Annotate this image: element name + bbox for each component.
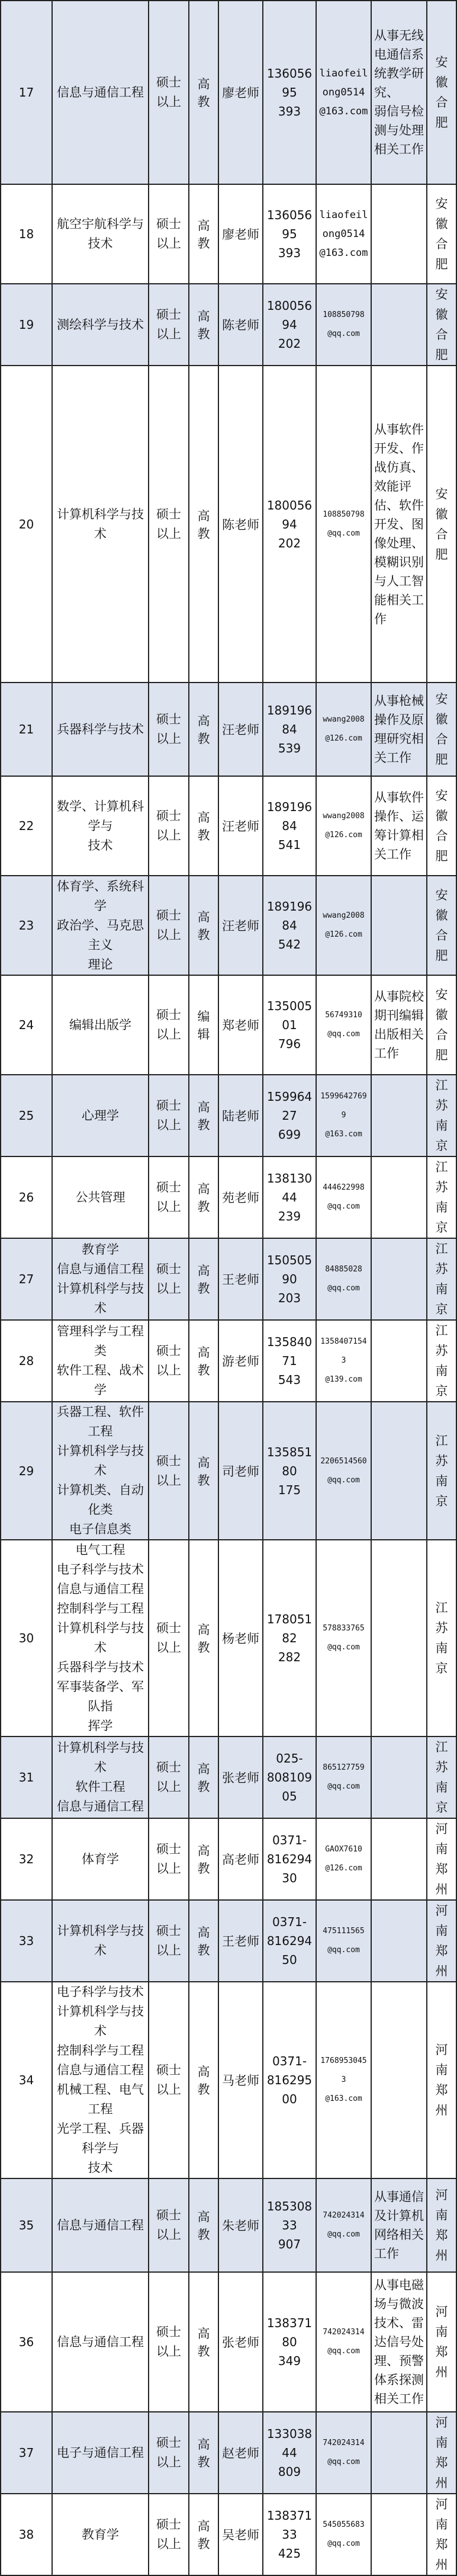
contact-cell: 汪老师: [218, 776, 263, 876]
type-cell: 高教: [189, 1736, 218, 1818]
email-cell: liaofeil ong0514 @163.com: [316, 1, 371, 184]
location-cell: 江苏 南京: [427, 1540, 456, 1736]
degree-cell: 硕士 以上: [149, 1156, 189, 1238]
contact-cell: 廖老师: [218, 184, 263, 284]
note-cell: 从事无线 电通信系 统教学研 究、 弱信号检 测与处理 相关工作: [371, 1, 427, 184]
table-row: [1, 1156, 456, 1238]
contact-cell: 张老师: [218, 2272, 263, 2412]
note-cell: 从事软件 操作、运 筹计算相 关工作: [371, 776, 427, 876]
major-cell: 教育学 信息与通信工程 计算机科学与技术: [52, 1238, 149, 1320]
contact-cell: 赵老师: [218, 2412, 263, 2494]
degree-cell: 硕士 以上: [149, 1075, 189, 1156]
table-row: [1, 1, 456, 184]
type-cell: 高教: [189, 366, 218, 683]
major-cell: 信息与通信工程: [52, 2272, 149, 2412]
degree-cell: 硕士 以上: [149, 1402, 189, 1540]
type-cell: 高教: [189, 1, 218, 184]
contact-cell: 汪老师: [218, 876, 263, 975]
type-cell: 高教: [189, 1900, 218, 1982]
type-cell: 高教: [189, 1402, 218, 1540]
major-cell: 电子科学与技术 计算机科学与技术 控制科学与工程 信息与通信工程 机械工程、电气工程 光学工程、兵器科学与 技术: [52, 1982, 149, 2178]
table-row: [1, 776, 456, 876]
email-cell: 84885028 @qq.com: [316, 1238, 371, 1320]
major-cell: 教育学: [52, 2494, 149, 2575]
note-cell: 从事枪械 操作及原 理研究相 关工作: [371, 683, 427, 776]
type-cell: 高教: [189, 184, 218, 284]
degree-cell: 硕士 以上: [149, 1900, 189, 1982]
type-cell: 高教: [189, 1320, 218, 1402]
note-cell: [371, 1075, 427, 1156]
phone-cell: 18919684 539: [263, 683, 316, 776]
major-cell: 电气工程 电子科学与技术 信息与通信工程 控制科学与工程 计算机科学与技术 兵器科学与技术 军事装备学、军队指 挥学: [52, 1540, 149, 1736]
phone-cell: 13500501 796: [263, 975, 316, 1075]
location-cell: 安徽 合肥: [427, 975, 456, 1075]
major-cell: 信息与通信工程: [52, 2178, 149, 2272]
major-cell: 计算机科学与技术: [52, 1900, 149, 1982]
email-cell: 578833765 @qq.com: [316, 1540, 371, 1736]
contact-cell: 郑老师: [218, 975, 263, 1075]
phone-cell: 13605695 393: [263, 1, 316, 184]
degree-cell: 硕士 以上: [149, 1540, 189, 1736]
location-cell: 江苏 南京: [427, 1736, 456, 1818]
contact-cell: 汪老师: [218, 683, 263, 776]
degree-cell: 硕士 以上: [149, 876, 189, 975]
row-number-cell: 35: [1, 2178, 52, 2272]
location-cell: 安徽 合肥: [427, 366, 456, 683]
row-number-cell: 30: [1, 1540, 52, 1736]
major-cell: 测绘科学与技术: [52, 284, 149, 366]
note-cell: [371, 2412, 427, 2494]
row-number-cell: 37: [1, 2412, 52, 2494]
email-cell: GAOX7610 @126.com: [316, 1818, 371, 1900]
phone-cell: 13837180 349: [263, 2272, 316, 2412]
major-cell: 公共管理: [52, 1156, 149, 1238]
major-cell: 计算机科学与技术: [52, 366, 149, 683]
email-cell: 2206514560 @qq.com: [316, 1402, 371, 1540]
degree-cell: 硕士 以上: [149, 2272, 189, 2412]
type-cell: 高教: [189, 1818, 218, 1900]
phone-cell: 15996427 699: [263, 1075, 316, 1156]
row-number-cell: 28: [1, 1320, 52, 1402]
row-number-cell: 31: [1, 1736, 52, 1818]
type-cell: 高教: [189, 876, 218, 975]
note-cell: [371, 1540, 427, 1736]
phone-cell: 0371- 81629500: [263, 1982, 316, 2178]
email-cell: 108850798 @qq.com: [316, 284, 371, 366]
email-cell: 444622998 @qq.com: [316, 1156, 371, 1238]
row-number-cell: 19: [1, 284, 52, 366]
contact-cell: 朱老师: [218, 2178, 263, 2272]
row-number-cell: 20: [1, 366, 52, 683]
major-cell: 体育学、系统科学 政治学、马克思主义 理论: [52, 876, 149, 975]
type-cell: 高教: [189, 683, 218, 776]
email-cell: 865127759 @qq.com: [316, 1736, 371, 1818]
table-body: [1, 1, 456, 2575]
major-cell: 计算机科学与技术 软件工程 信息与通信工程: [52, 1736, 149, 1818]
phone-cell: 18005694 202: [263, 366, 316, 683]
table-row: [1, 2412, 456, 2494]
degree-cell: 硕士 以上: [149, 2494, 189, 2575]
major-cell: 编辑出版学: [52, 975, 149, 1075]
email-cell: 17689530453 @163.com: [316, 1982, 371, 2178]
row-number-cell: 27: [1, 1238, 52, 1320]
contact-cell: 司老师: [218, 1402, 263, 1540]
phone-cell: 18919684 541: [263, 776, 316, 876]
type-cell: 高教: [189, 1075, 218, 1156]
contact-cell: 苑老师: [218, 1156, 263, 1238]
contact-cell: 吴老师: [218, 2494, 263, 2575]
row-number-cell: 26: [1, 1156, 52, 1238]
table-row: [1, 2494, 456, 2575]
type-cell: 高教: [189, 2272, 218, 2412]
major-cell: 电子与通信工程: [52, 2412, 149, 2494]
note-cell: [371, 284, 427, 366]
row-number-cell: 17: [1, 1, 52, 184]
type-cell: 高教: [189, 776, 218, 876]
contact-cell: 游老师: [218, 1320, 263, 1402]
email-cell: wwang2008 @126.com: [316, 683, 371, 776]
row-number-cell: 25: [1, 1075, 52, 1156]
location-cell: 河南 郑州: [427, 1900, 456, 1982]
location-cell: 河南 郑州: [427, 2272, 456, 2412]
row-number-cell: 33: [1, 1900, 52, 1982]
table-row: [1, 1402, 456, 1540]
row-number-cell: 29: [1, 1402, 52, 1540]
table-row: [1, 184, 456, 284]
degree-cell: 硕士 以上: [149, 1736, 189, 1818]
location-cell: 安徽 合肥: [427, 876, 456, 975]
phone-cell: 13584071 543: [263, 1320, 316, 1402]
row-number-cell: 21: [1, 683, 52, 776]
location-cell: 河南 郑州: [427, 2178, 456, 2272]
phone-cell: 18005694 202: [263, 284, 316, 366]
note-cell: [371, 1818, 427, 1900]
row-number-cell: 18: [1, 184, 52, 284]
row-number-cell: 32: [1, 1818, 52, 1900]
table-row: [1, 2272, 456, 2412]
phone-cell: 13585180 175: [263, 1402, 316, 1540]
note-cell: 从事软件 开发、作 战仿真、 效能评 估、软件 开发、图 像处理、 模糊识别 与人工智 能相关工 作: [371, 366, 427, 683]
phone-cell: 025- 80810905: [263, 1736, 316, 1818]
row-number-cell: 23: [1, 876, 52, 975]
location-cell: 河南 郑州: [427, 1982, 456, 2178]
note-cell: [371, 1320, 427, 1402]
degree-cell: 硕士 以上: [149, 975, 189, 1075]
table-row: [1, 1540, 456, 1736]
major-cell: 心理学: [52, 1075, 149, 1156]
contact-cell: 陈老师: [218, 366, 263, 683]
phone-cell: 15050590 203: [263, 1238, 316, 1320]
table-row: [1, 1238, 456, 1320]
major-cell: 数学、计算机科学与 技术: [52, 776, 149, 876]
location-cell: 江苏 南京: [427, 1156, 456, 1238]
row-number-cell: 22: [1, 776, 52, 876]
contact-cell: 廖老师: [218, 1, 263, 184]
contact-cell: 王老师: [218, 1238, 263, 1320]
phone-cell: 17805182 282: [263, 1540, 316, 1736]
email-cell: wwang2008 @126.com: [316, 776, 371, 876]
note-cell: [371, 1982, 427, 2178]
degree-cell: 硕士 以上: [149, 776, 189, 876]
degree-cell: 硕士 以上: [149, 2412, 189, 2494]
table-row: [1, 2178, 456, 2272]
table-row: [1, 975, 456, 1075]
note-cell: [371, 2494, 427, 2575]
email-cell: 13584071543 @139.com: [316, 1320, 371, 1402]
location-cell: 河南 郑州: [427, 2494, 456, 2575]
table-row: [1, 1982, 456, 2178]
email-cell: 15996427699 @163.com: [316, 1075, 371, 1156]
email-cell: 545055683 @qq.com: [316, 2494, 371, 2575]
note-cell: [371, 1900, 427, 1982]
location-cell: 安徽 合肥: [427, 1, 456, 184]
email-cell: 108850798 @qq.com: [316, 366, 371, 683]
email-cell: liaofeil ong0514 @163.com: [316, 184, 371, 284]
table-row: [1, 366, 456, 683]
type-cell: 高教: [189, 2178, 218, 2272]
contact-cell: 张老师: [218, 1736, 263, 1818]
note-cell: [371, 184, 427, 284]
location-cell: 河南 郑州: [427, 2412, 456, 2494]
major-cell: 信息与通信工程: [52, 1, 149, 184]
location-cell: 安徽 合肥: [427, 683, 456, 776]
location-cell: 河南 郑州: [427, 1818, 456, 1900]
degree-cell: 硕士 以上: [149, 2178, 189, 2272]
degree-cell: 硕士 以上: [149, 1982, 189, 2178]
table-row: [1, 1736, 456, 1818]
note-cell: [371, 1402, 427, 1540]
type-cell: 编辑: [189, 975, 218, 1075]
email-cell: 742024314 @qq.com: [316, 2178, 371, 2272]
row-number-cell: 36: [1, 2272, 52, 2412]
type-cell: 高教: [189, 284, 218, 366]
row-number-cell: 24: [1, 975, 52, 1075]
phone-cell: 13837133 425: [263, 2494, 316, 2575]
location-cell: 安徽 合肥: [427, 776, 456, 876]
phone-cell: 13303844 809: [263, 2412, 316, 2494]
contact-cell: 陈老师: [218, 284, 263, 366]
table-row: [1, 1900, 456, 1982]
table-row: [1, 876, 456, 975]
phone-cell: 0371- 81629430: [263, 1818, 316, 1900]
location-cell: 江苏 南京: [427, 1402, 456, 1540]
phone-cell: 18919684 542: [263, 876, 316, 975]
table-row: [1, 683, 456, 776]
degree-cell: 硕士 以上: [149, 366, 189, 683]
contact-cell: 高老师: [218, 1818, 263, 1900]
location-cell: 安徽 合肥: [427, 284, 456, 366]
row-number-cell: 38: [1, 2494, 52, 2575]
type-cell: 高教: [189, 2494, 218, 2575]
note-cell: 从事通信 及计算机 网络相关 工作: [371, 2178, 427, 2272]
degree-cell: 硕士 以上: [149, 1238, 189, 1320]
type-cell: 高教: [189, 2412, 218, 2494]
location-cell: 江苏 南京: [427, 1238, 456, 1320]
location-cell: 江苏 南京: [427, 1320, 456, 1402]
contact-cell: 杨老师: [218, 1540, 263, 1736]
degree-cell: 硕士 以上: [149, 184, 189, 284]
location-cell: 安徽 合肥: [427, 184, 456, 284]
email-cell: 56749310 @qq.com: [316, 975, 371, 1075]
degree-cell: 硕士 以上: [149, 284, 189, 366]
type-cell: 高教: [189, 1982, 218, 2178]
type-cell: 高教: [189, 1156, 218, 1238]
major-cell: 航空宇航科学与技术: [52, 184, 149, 284]
email-cell: 742024314 @qq.com: [316, 2412, 371, 2494]
degree-cell: 硕士 以上: [149, 1818, 189, 1900]
major-cell: 兵器工程、软件工程 计算机科学与技术 计算机类、自动化类 电子信息类: [52, 1402, 149, 1540]
note-cell: 从事院校 期刊编辑 出版相关 工作: [371, 975, 427, 1075]
contact-cell: 陆老师: [218, 1075, 263, 1156]
phone-cell: 0371- 81629450: [263, 1900, 316, 1982]
email-cell: 742024314 @qq.com: [316, 2272, 371, 2412]
note-cell: 从事电磁 场与微波 技术、雷 达信号处 理、预警 体系探测 相关工作: [371, 2272, 427, 2412]
table-row: [1, 1075, 456, 1156]
table-row: [1, 284, 456, 366]
major-cell: 兵器科学与技术: [52, 683, 149, 776]
table-row: [1, 1320, 456, 1402]
major-cell: 体育学: [52, 1818, 149, 1900]
major-cell: 管理科学与工程类 软件工程、战术学: [52, 1320, 149, 1402]
note-cell: [371, 1238, 427, 1320]
note-cell: [371, 1156, 427, 1238]
contact-cell: 马老师: [218, 1982, 263, 2178]
degree-cell: 硕士 以上: [149, 1320, 189, 1402]
note-cell: [371, 1736, 427, 1818]
degree-cell: 硕士 以上: [149, 683, 189, 776]
phone-cell: 13605695 393: [263, 184, 316, 284]
type-cell: 高教: [189, 1540, 218, 1736]
degree-cell: 硕士 以上: [149, 1, 189, 184]
row-number-cell: 34: [1, 1982, 52, 2178]
email-cell: wwang2008 @126.com: [316, 876, 371, 975]
table-row: [1, 1818, 456, 1900]
note-cell: [371, 876, 427, 975]
phone-cell: 18530833 907: [263, 2178, 316, 2272]
location-cell: 江苏 南京: [427, 1075, 456, 1156]
email-cell: 475111565 @qq.com: [316, 1900, 371, 1982]
type-cell: 高教: [189, 1238, 218, 1320]
phone-cell: 13813044 239: [263, 1156, 316, 1238]
contact-cell: 王老师: [218, 1900, 263, 1982]
